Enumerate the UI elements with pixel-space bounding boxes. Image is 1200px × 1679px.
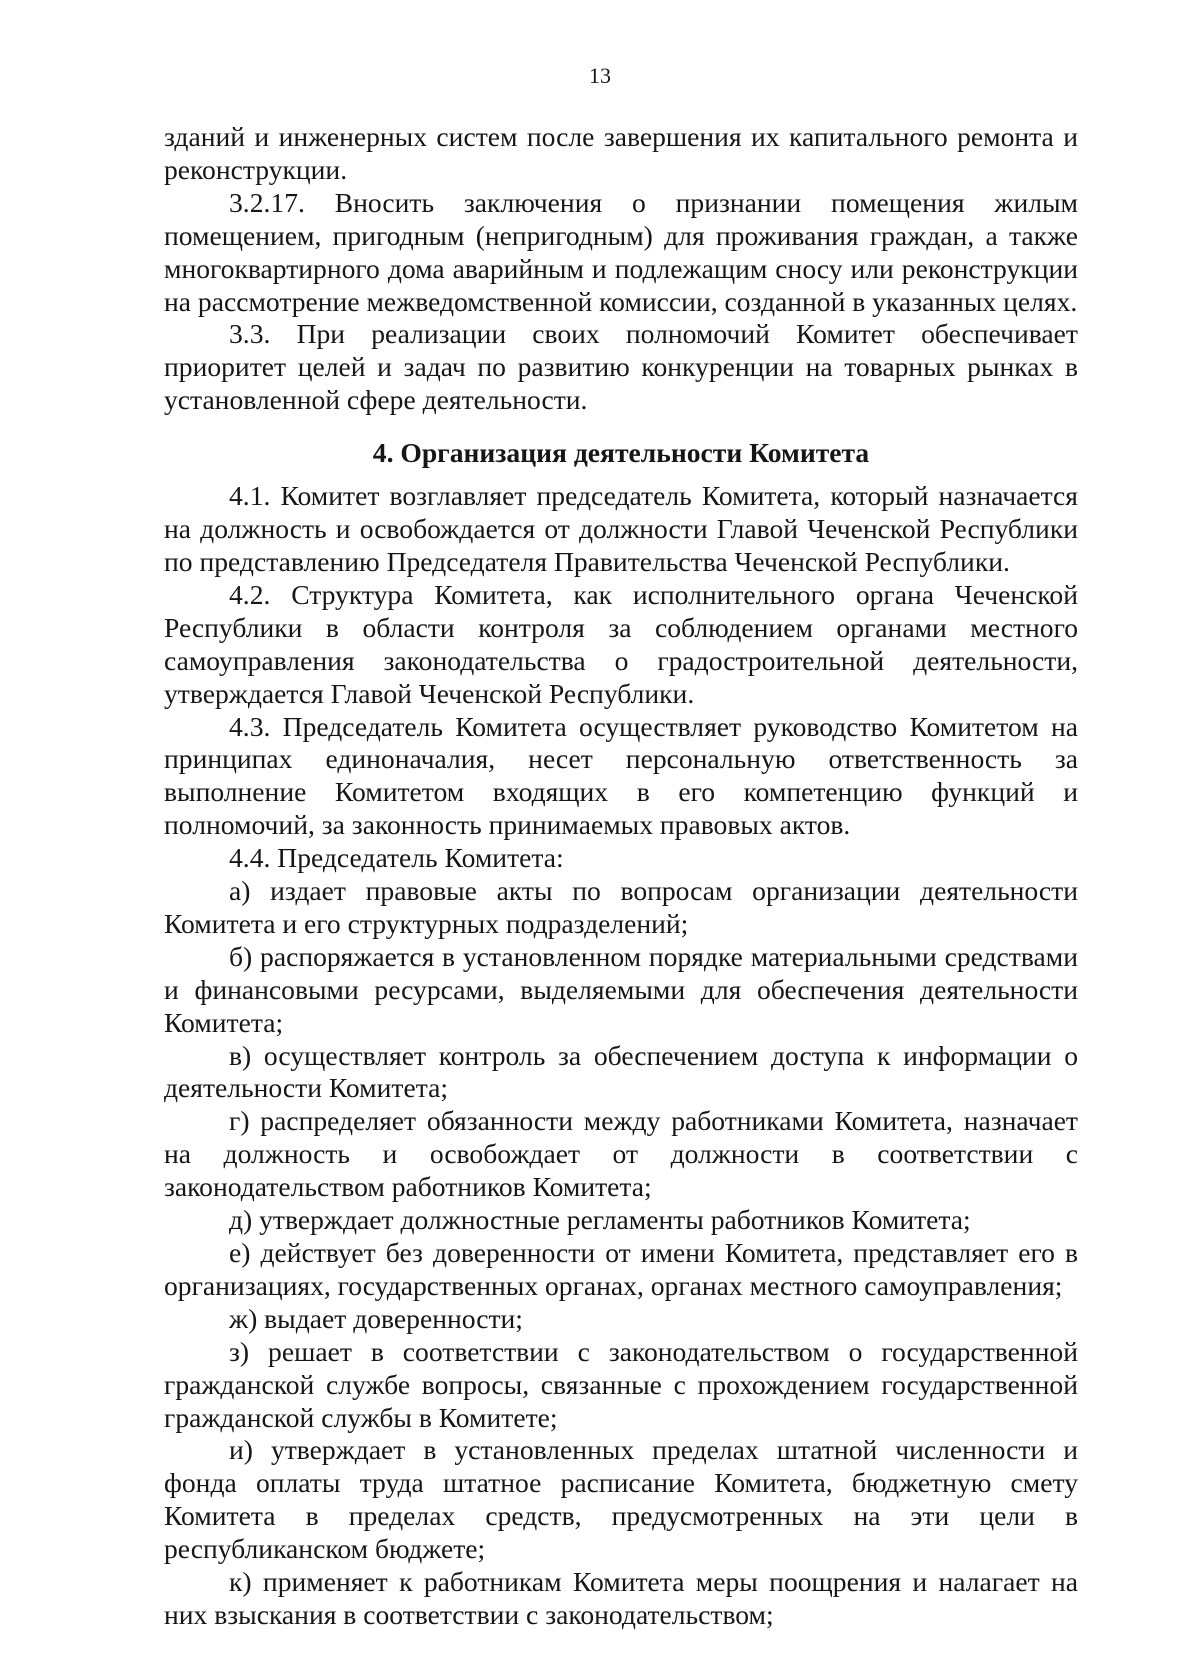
paragraph-4-2: 4.2. Структура Комитета, как исполнительного органа Чеченской Республики в области контроля за соблюдением органами местного самоуправления законодательства о градостроительной деятельности, утверждается Главой Чеченской Республики. — [164, 578, 1078, 709]
list-item-i: и) утверждает в установленных пределах штатной численности и фонда оплаты труда штатное расписание Комитета, бюджетную смету Комитета в пределах средств, предусмотренных на эти цели в республиканском бюджете; — [164, 1434, 1078, 1565]
list-item-d: д) утверждает должностные регламенты работников Комитета; — [229, 1204, 971, 1236]
list-item-z: з) решает в соответствии с законодательством о государственной гражданской службе вопросы, связанные с прохождением государственной гражданской службы в Комитете; — [164, 1335, 1078, 1433]
list-item-e: е) действует без доверенности от имени Комитета, представляет его в организациях, государственных органах, органах местного самоуправления; — [164, 1237, 1078, 1301]
list-item-v: в) осуществляет контроль за обеспечением доступа к информации о деятельности Комитета; — [164, 1039, 1078, 1104]
document-body — [164, 121, 1078, 1632]
section-heading: 4. Организация деятельности Комитета — [372, 437, 870, 469]
paragraph-4-3: 4.3. Председатель Комитета осуществляет руководство Комитетом на принципах единоначалия, несет персональную ответственность за выполнение Комитетом входящих в его компетенцию функций и полномочий, за законность принимаемых правовых актов. — [164, 710, 1078, 841]
paragraph-4-4: 4.4. Председатель Комитета: — [229, 842, 564, 874]
list-item-k: к) применяет к работникам Комитета меры поощрения и налагает на них взыскания в соответствии с законодательством; — [164, 1566, 1078, 1630]
paragraph-3-2-17: 3.2.17. Вносить заключения о признании помещения жилым помещением, пригодным (непригодным) для проживания граждан, а также многоквартирного дома аварийным и подлежащим сносу или реконструкции на рассмотрение межведомственной комиссии, созданной в указанных целях. — [164, 186, 1078, 317]
list-item-g: г) распределяет обязанности между работниками Комитета, назначает на должность и освобождает от должности в соответствии с законодательством работников Комитета; — [164, 1105, 1078, 1203]
list-item-a: а) издает правовые акты по вопросам организации деятельности Комитета и его структурных подразделений; — [164, 875, 1078, 939]
paragraph-4-1: 4.1. Комитет возглавляет председатель Комитета, который назначается на должность и освобождается от должности Главой Чеченской Республики по представлению Председателя Правительства Чеченской Республики. — [164, 480, 1078, 577]
paragraph-3-3: 3.3. При реализации своих полномочий Комитет обеспечивает приоритет целей и задач по развитию конкуренции на товарных рынках в установленной сфере деятельности. — [164, 318, 1078, 416]
paragraph-continuation: зданий и инженерных систем после завершения их капитального ремонта и реконструкции. — [164, 121, 1078, 185]
page-number: 13 — [589, 63, 611, 88]
list-item-b: б) распоряжается в установленном порядке материальными средствами и финансовыми ресурсами, выделяемыми для обеспечения деятельности Комитета; — [164, 940, 1078, 1038]
list-item-zh: ж) выдает доверенности; — [229, 1302, 523, 1334]
